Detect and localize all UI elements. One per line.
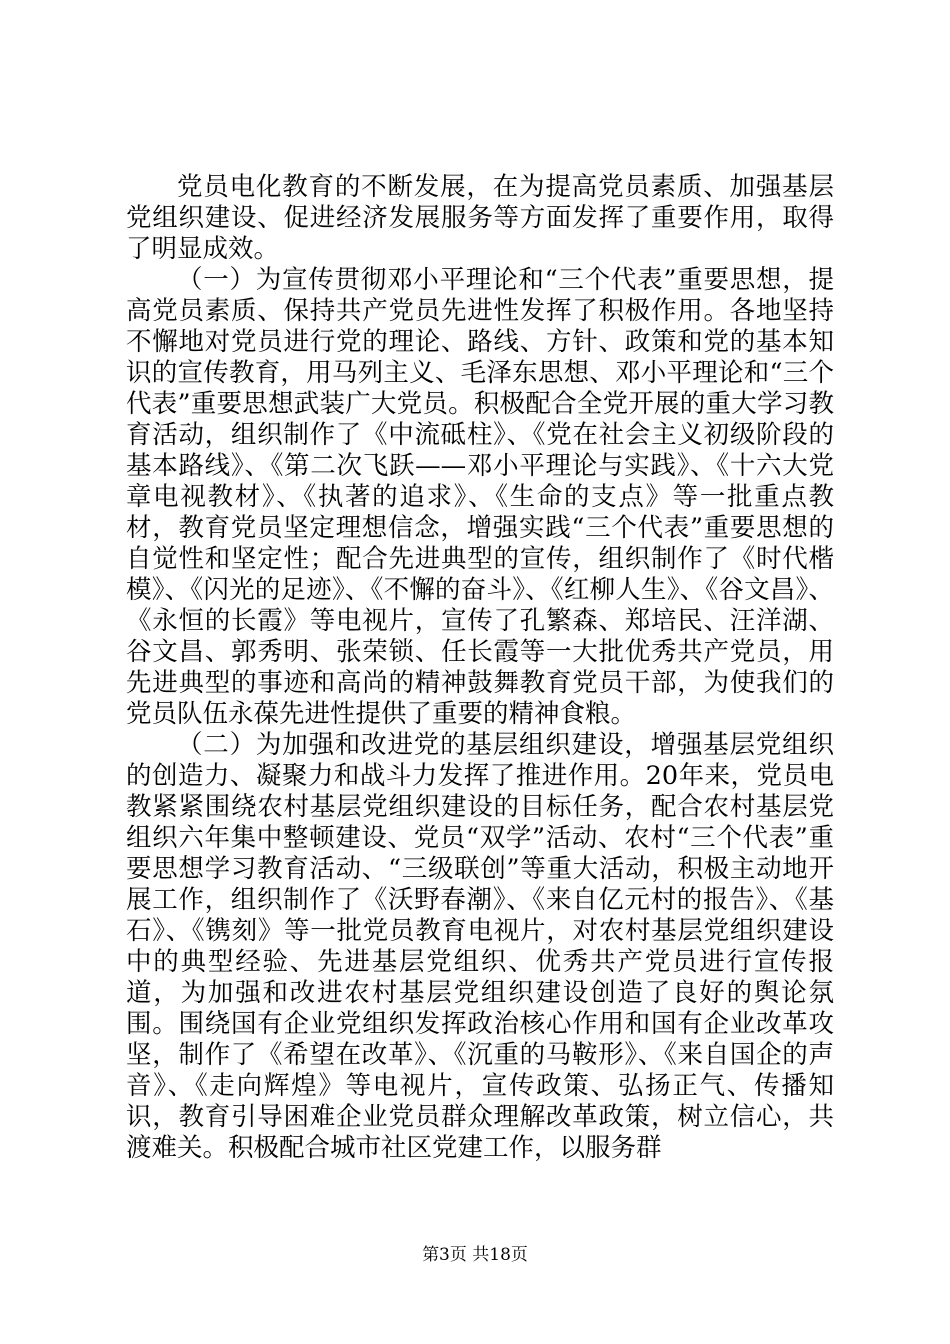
paragraph-section-2: （二）为加强和改进党的基层组织建设，增强基层党组织的创造力、凝聚力和战斗力发挥了推进作用。20年来，党员电教紧紧围绕农村基层党组织建设的目标任务，配合农村基层党组织六年集中整顿建设、党员“双学”活动、农村“三个代表”重要思想学习教育活动、“三级联创”等重大活动，积极主动地开展工作，组织制作了《沃野春潮》、《来自亿元村的报告》、《基石》、《镌刻》等一批党员教育电视片，对农村基层党组织建设中的典型经验、先进基层党组织、优秀共产党员进行宣传报道，为加强和改进农村基层党组织建设创造了良好的舆论氛围。围绕国有企业党组织发挥政治核心作用和国有企业改革攻坚，制作了《希望在改革》、《沉重的马鞍形》、《来自国企的声音》、《走向辉煌》等电视片，宣传政策、弘扬正气、传播知识，教育引导困难企业党员群众理解改革政策，树立信心，共渡难关。积极配合城市社区党建工作，以服务群 [126, 730, 834, 1163]
paragraph-section-1: （一）为宣传贯彻邓小平理论和“三个代表”重要思想，提高党员素质、保持共产党员先进性发挥了积极作用。各地坚持不懈地对党员进行党的理论、路线、方针、政策和党的基本知识的宣传教育，用马列主义、毛泽东思想、邓小平理论和“三个代表”重要思想武装广大党员。积极配合全党开展的重大学习教育活动，组织制作了《中流砥柱》、《党在社会主义初级阶段的基本路线》、《第二次飞跃——邓小平理论与实践》、《十六大党章电视教材》、《执著的追求》、《生命的支点》等一批重点教材，教育党员坚定理想信念，增强实践“三个代表”重要思想的自觉性和坚定性；配合先进典型的宣传，组织制作了《时代楷模》、《闪光的足迹》、《不懈的奋斗》、《红柳人生》、《谷文昌》、《永恒的长霞》等电视片，宣传了孔繁森、郑培民、汪洋湖、谷文昌、郭秀明、张荣锁、任长霞等一大批优秀共产党员，用先进典型的事迹和高尚的精神鼓舞教育党员干部，为使我们的党员队伍永葆先进性提供了重要的精神食粮。 [126, 265, 834, 729]
page-footer: 第3页 共18页 [422, 1245, 528, 1265]
paragraph-intro: 党员电化教育的不断发展，在为提高党员素质、加强基层党组织建设、促进经济发展服务等方面发挥了重要作用，取得了明显成效。 [126, 172, 834, 264]
body-text [126, 172, 834, 1164]
